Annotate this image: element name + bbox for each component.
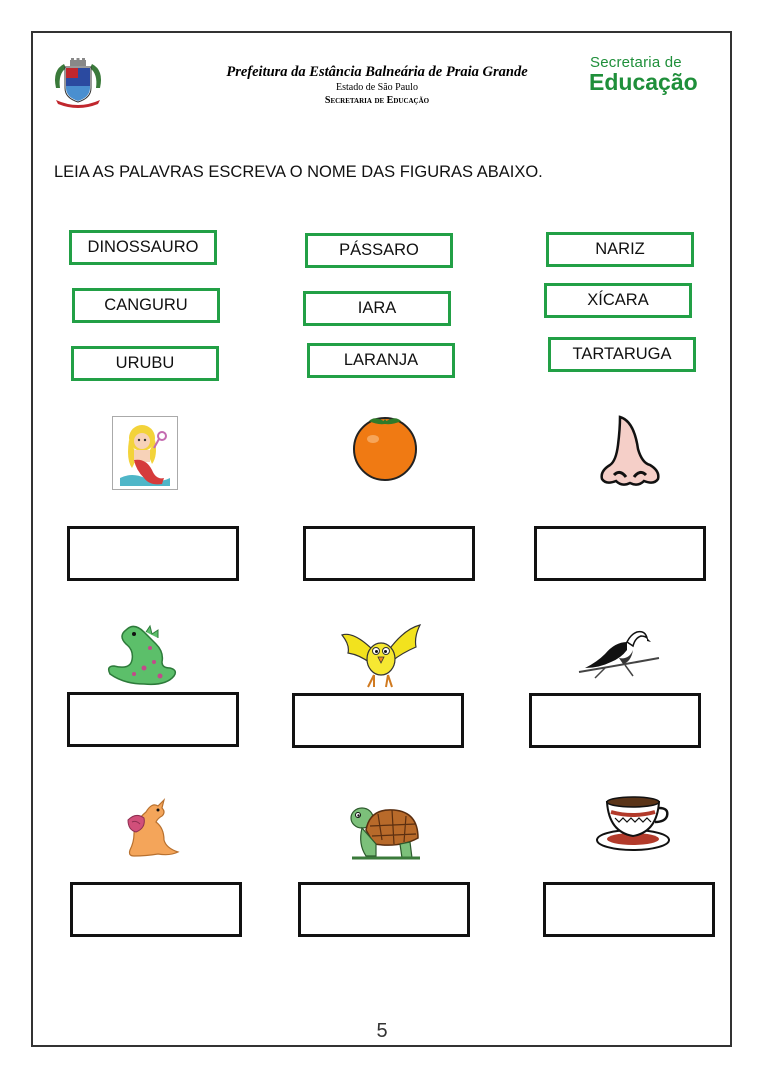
word-box-urubu: URUBU: [71, 346, 219, 381]
answer-box-nose[interactable]: [534, 526, 706, 581]
answer-box-turtle[interactable]: [298, 882, 470, 937]
word-box-dinossauro: DINOSSAURO: [69, 230, 217, 265]
bird-icon: [340, 621, 422, 689]
coat-of-arms-icon: [50, 58, 106, 110]
instruction-text: LEIA AS PALAVRAS ESCREVA O NOME DAS FIGURAS ABAIXO.: [54, 163, 543, 181]
nose-icon: [594, 415, 668, 487]
answer-box-mermaid[interactable]: [67, 526, 239, 581]
dinosaur-icon: [104, 622, 180, 690]
answer-box-bird[interactable]: [292, 693, 464, 748]
answer-box-vulture[interactable]: [529, 693, 701, 748]
vulture-icon: [575, 628, 661, 680]
answer-box-orange[interactable]: [303, 526, 475, 581]
page-number: 5: [376, 1020, 388, 1042]
answer-box-kangaroo[interactable]: [70, 882, 242, 937]
word-box-tartaruga: TARTARUGA: [548, 337, 696, 372]
turtle-icon: [348, 800, 422, 862]
header-state: Estado de São Paulo: [336, 82, 418, 93]
cup-icon: [593, 792, 673, 854]
orange-icon: [351, 413, 419, 481]
mermaid-icon: [112, 416, 178, 490]
word-box-laranja: LARANJA: [307, 343, 455, 378]
word-box-canguru: CANGURU: [72, 288, 220, 323]
header-title: Prefeitura da Estância Balneária de Praia Grande: [226, 64, 528, 80]
word-box-passaro: PÁSSARO: [305, 233, 453, 268]
word-box-iara: IARA: [303, 291, 451, 326]
word-box-nariz: NARIZ: [546, 232, 694, 267]
kangaroo-icon: [122, 798, 182, 860]
word-box-xicara: XÍCARA: [544, 283, 692, 318]
brand-large-text: Educação: [589, 69, 698, 95]
brand-small-text: Secretaria de: [590, 54, 682, 71]
answer-box-cup[interactable]: [543, 882, 715, 937]
answer-box-dinosaur[interactable]: [67, 692, 239, 747]
header-secretariat: Secretaria de Educação: [324, 95, 430, 106]
